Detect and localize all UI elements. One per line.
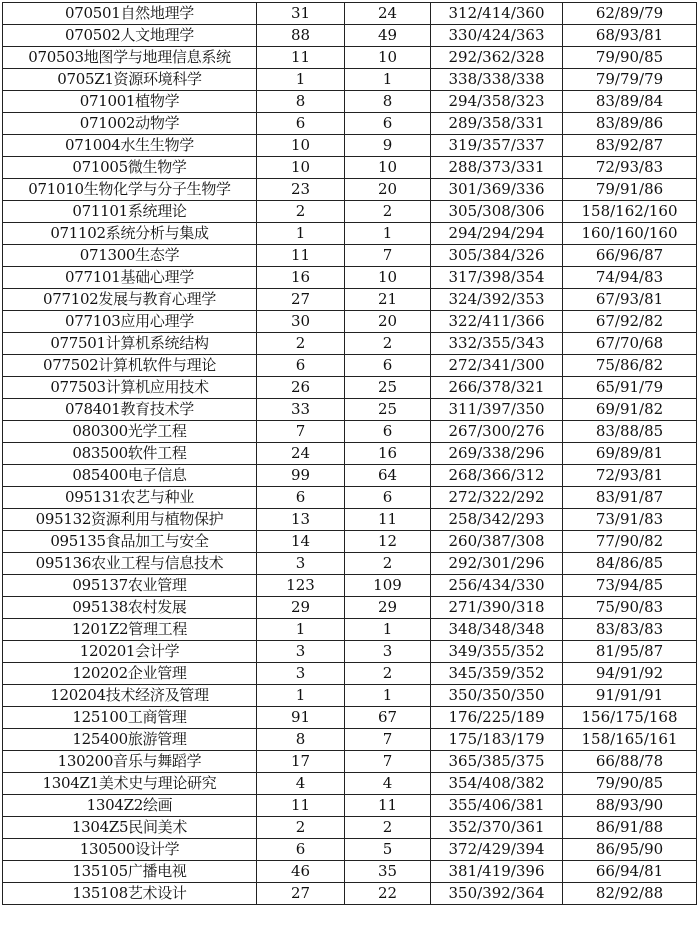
subject-score-cell: 72/93/81 xyxy=(563,465,697,487)
table-row xyxy=(3,289,697,311)
admitted-cell: 109 xyxy=(345,575,431,597)
admitted-cell: 20 xyxy=(345,311,431,333)
subject-score-cell: 86/91/88 xyxy=(563,817,697,839)
total-score-cell: 332/355/343 xyxy=(431,333,563,355)
applicants-cell: 10 xyxy=(257,157,345,179)
table-row xyxy=(3,883,697,905)
subject-score-cell: 79/90/85 xyxy=(563,47,697,69)
applicants-cell: 7 xyxy=(257,421,345,443)
major-cell: 070502人文地理学 xyxy=(3,25,257,47)
applicants-cell: 14 xyxy=(257,531,345,553)
admitted-cell: 6 xyxy=(345,113,431,135)
major-cell: 0705Z1资源环境科学 xyxy=(3,69,257,91)
major-cell: 071001植物学 xyxy=(3,91,257,113)
applicants-cell: 13 xyxy=(257,509,345,531)
admitted-cell: 1 xyxy=(345,223,431,245)
admitted-cell: 9 xyxy=(345,135,431,157)
subject-score-cell: 69/91/82 xyxy=(563,399,697,421)
admitted-cell: 1 xyxy=(345,619,431,641)
applicants-cell: 29 xyxy=(257,597,345,619)
table-row xyxy=(3,795,697,817)
total-score-cell: 289/358/331 xyxy=(431,113,563,135)
subject-score-cell: 82/92/88 xyxy=(563,883,697,905)
applicants-cell: 2 xyxy=(257,817,345,839)
admitted-cell: 2 xyxy=(345,817,431,839)
major-cell: 130200音乐与舞蹈学 xyxy=(3,751,257,773)
subject-score-cell: 75/86/82 xyxy=(563,355,697,377)
table-body xyxy=(3,3,697,905)
admitted-cell: 11 xyxy=(345,509,431,531)
major-cell: 077501计算机系统结构 xyxy=(3,333,257,355)
applicants-cell: 2 xyxy=(257,333,345,355)
major-cell: 095132资源利用与植物保护 xyxy=(3,509,257,531)
admitted-cell: 2 xyxy=(345,663,431,685)
major-cell: 135105广播电视 xyxy=(3,861,257,883)
major-cell: 135108艺术设计 xyxy=(3,883,257,905)
applicants-cell: 99 xyxy=(257,465,345,487)
applicants-cell: 3 xyxy=(257,641,345,663)
applicants-cell: 6 xyxy=(257,839,345,861)
major-cell: 077102发展与教育心理学 xyxy=(3,289,257,311)
subject-score-cell: 83/88/85 xyxy=(563,421,697,443)
major-cell: 070503地图学与地理信息系统 xyxy=(3,47,257,69)
table-row xyxy=(3,311,697,333)
subject-score-cell: 83/92/87 xyxy=(563,135,697,157)
table-row xyxy=(3,179,697,201)
major-cell: 1304Z5民间美术 xyxy=(3,817,257,839)
table-row xyxy=(3,47,697,69)
admitted-cell: 7 xyxy=(345,729,431,751)
admitted-cell: 2 xyxy=(345,553,431,575)
admitted-cell: 12 xyxy=(345,531,431,553)
major-cell: 071102系统分析与集成 xyxy=(3,223,257,245)
total-score-cell: 305/384/326 xyxy=(431,245,563,267)
total-score-cell: 271/390/318 xyxy=(431,597,563,619)
total-score-cell: 292/362/328 xyxy=(431,47,563,69)
table-row xyxy=(3,267,697,289)
total-score-cell: 175/183/179 xyxy=(431,729,563,751)
major-cell: 077502计算机软件与理论 xyxy=(3,355,257,377)
applicants-cell: 88 xyxy=(257,25,345,47)
major-cell: 078401教育技术学 xyxy=(3,399,257,421)
total-score-cell: 372/429/394 xyxy=(431,839,563,861)
major-cell: 095135食品加工与安全 xyxy=(3,531,257,553)
applicants-cell: 6 xyxy=(257,355,345,377)
table-row xyxy=(3,113,697,135)
admitted-cell: 5 xyxy=(345,839,431,861)
total-score-cell: 305/308/306 xyxy=(431,201,563,223)
applicants-cell: 24 xyxy=(257,443,345,465)
total-score-cell: 350/392/364 xyxy=(431,883,563,905)
table-row xyxy=(3,553,697,575)
applicants-cell: 10 xyxy=(257,135,345,157)
table-row xyxy=(3,135,697,157)
table-row xyxy=(3,597,697,619)
major-cell: 120204技术经济及管理 xyxy=(3,685,257,707)
applicants-cell: 1 xyxy=(257,69,345,91)
total-score-cell: 266/378/321 xyxy=(431,377,563,399)
applicants-cell: 1 xyxy=(257,619,345,641)
table-row xyxy=(3,377,697,399)
total-score-cell: 381/419/396 xyxy=(431,861,563,883)
table-row xyxy=(3,25,697,47)
admitted-cell: 11 xyxy=(345,795,431,817)
total-score-cell: 324/392/353 xyxy=(431,289,563,311)
table-row xyxy=(3,443,697,465)
major-cell: 125400旅游管理 xyxy=(3,729,257,751)
admitted-cell: 10 xyxy=(345,47,431,69)
admitted-cell: 2 xyxy=(345,333,431,355)
major-cell: 125100工商管理 xyxy=(3,707,257,729)
subject-score-cell: 160/160/160 xyxy=(563,223,697,245)
table-row xyxy=(3,641,697,663)
table-row xyxy=(3,201,697,223)
applicants-cell: 16 xyxy=(257,267,345,289)
applicants-cell: 8 xyxy=(257,91,345,113)
applicants-cell: 31 xyxy=(257,3,345,25)
table-row xyxy=(3,817,697,839)
major-cell: 120202企业管理 xyxy=(3,663,257,685)
subject-score-cell: 73/91/83 xyxy=(563,509,697,531)
subject-score-cell: 83/91/87 xyxy=(563,487,697,509)
total-score-cell: 350/350/350 xyxy=(431,685,563,707)
applicants-cell: 27 xyxy=(257,289,345,311)
applicants-cell: 1 xyxy=(257,223,345,245)
major-cell: 080300光学工程 xyxy=(3,421,257,443)
table-row xyxy=(3,157,697,179)
admitted-cell: 10 xyxy=(345,157,431,179)
subject-score-cell: 62/89/79 xyxy=(563,3,697,25)
subject-score-cell: 79/90/85 xyxy=(563,773,697,795)
admitted-cell: 21 xyxy=(345,289,431,311)
table-row xyxy=(3,839,697,861)
admitted-cell: 16 xyxy=(345,443,431,465)
applicants-cell: 30 xyxy=(257,311,345,333)
applicants-cell: 27 xyxy=(257,883,345,905)
table-row xyxy=(3,487,697,509)
major-cell: 071004水生生物学 xyxy=(3,135,257,157)
table-row xyxy=(3,465,697,487)
subject-score-cell: 94/91/92 xyxy=(563,663,697,685)
total-score-cell: 288/373/331 xyxy=(431,157,563,179)
subject-score-cell: 67/92/82 xyxy=(563,311,697,333)
table-row xyxy=(3,69,697,91)
subject-score-cell: 84/86/85 xyxy=(563,553,697,575)
total-score-cell: 272/341/300 xyxy=(431,355,563,377)
subject-score-cell: 66/88/78 xyxy=(563,751,697,773)
subject-score-cell: 156/175/168 xyxy=(563,707,697,729)
applicants-cell: 26 xyxy=(257,377,345,399)
table-row xyxy=(3,3,697,25)
applicants-cell: 2 xyxy=(257,201,345,223)
admitted-cell: 25 xyxy=(345,399,431,421)
major-cell: 071002动物学 xyxy=(3,113,257,135)
admitted-cell: 20 xyxy=(345,179,431,201)
applicants-cell: 1 xyxy=(257,685,345,707)
subject-score-cell: 88/93/90 xyxy=(563,795,697,817)
subject-score-cell: 91/91/91 xyxy=(563,685,697,707)
major-cell: 077503计算机应用技术 xyxy=(3,377,257,399)
subject-score-cell: 72/93/83 xyxy=(563,157,697,179)
total-score-cell: 354/408/382 xyxy=(431,773,563,795)
subject-score-cell: 68/93/81 xyxy=(563,25,697,47)
subject-score-cell: 73/94/85 xyxy=(563,575,697,597)
total-score-cell: 345/359/352 xyxy=(431,663,563,685)
table-row xyxy=(3,421,697,443)
applicants-cell: 6 xyxy=(257,113,345,135)
admitted-cell: 25 xyxy=(345,377,431,399)
total-score-cell: 319/357/337 xyxy=(431,135,563,157)
total-score-cell: 338/338/338 xyxy=(431,69,563,91)
major-cell: 083500软件工程 xyxy=(3,443,257,465)
subject-score-cell: 66/94/81 xyxy=(563,861,697,883)
total-score-cell: 294/358/323 xyxy=(431,91,563,113)
applicants-cell: 3 xyxy=(257,553,345,575)
total-score-cell: 349/355/352 xyxy=(431,641,563,663)
table-row xyxy=(3,245,697,267)
total-score-cell: 294/294/294 xyxy=(431,223,563,245)
applicants-cell: 46 xyxy=(257,861,345,883)
admitted-cell: 3 xyxy=(345,641,431,663)
major-cell: 095138农村发展 xyxy=(3,597,257,619)
admitted-cell: 1 xyxy=(345,69,431,91)
major-cell: 071300生态学 xyxy=(3,245,257,267)
admitted-cell: 6 xyxy=(345,421,431,443)
major-cell: 077103应用心理学 xyxy=(3,311,257,333)
applicants-cell: 11 xyxy=(257,47,345,69)
admitted-cell: 10 xyxy=(345,267,431,289)
total-score-cell: 260/387/308 xyxy=(431,531,563,553)
applicants-cell: 91 xyxy=(257,707,345,729)
major-cell: 120201会计学 xyxy=(3,641,257,663)
applicants-cell: 11 xyxy=(257,795,345,817)
total-score-cell: 292/301/296 xyxy=(431,553,563,575)
subject-score-cell: 67/93/81 xyxy=(563,289,697,311)
applicants-cell: 3 xyxy=(257,663,345,685)
applicants-cell: 33 xyxy=(257,399,345,421)
subject-score-cell: 158/162/160 xyxy=(563,201,697,223)
admitted-cell: 29 xyxy=(345,597,431,619)
admitted-cell: 6 xyxy=(345,355,431,377)
total-score-cell: 269/338/296 xyxy=(431,443,563,465)
total-score-cell: 317/398/354 xyxy=(431,267,563,289)
major-cell: 095136农业工程与信息技术 xyxy=(3,553,257,575)
total-score-cell: 352/370/361 xyxy=(431,817,563,839)
major-cell: 071010生物化学与分子生物学 xyxy=(3,179,257,201)
applicants-cell: 123 xyxy=(257,575,345,597)
table-row xyxy=(3,729,697,751)
total-score-cell: 268/366/312 xyxy=(431,465,563,487)
subject-score-cell: 86/95/90 xyxy=(563,839,697,861)
admitted-cell: 35 xyxy=(345,861,431,883)
subject-score-cell: 67/70/68 xyxy=(563,333,697,355)
admitted-cell: 8 xyxy=(345,91,431,113)
subject-score-cell: 81/95/87 xyxy=(563,641,697,663)
major-cell: 1304Z1美术史与理论研究 xyxy=(3,773,257,795)
major-cell: 1201Z2管理工程 xyxy=(3,619,257,641)
admitted-cell: 67 xyxy=(345,707,431,729)
major-cell: 071101系统理论 xyxy=(3,201,257,223)
applicants-cell: 4 xyxy=(257,773,345,795)
table-row xyxy=(3,619,697,641)
total-score-cell: 322/411/366 xyxy=(431,311,563,333)
subject-score-cell: 83/83/83 xyxy=(563,619,697,641)
table-row xyxy=(3,509,697,531)
total-score-cell: 176/225/189 xyxy=(431,707,563,729)
admitted-cell: 64 xyxy=(345,465,431,487)
table-row xyxy=(3,861,697,883)
applicants-cell: 11 xyxy=(257,245,345,267)
total-score-cell: 301/369/336 xyxy=(431,179,563,201)
admitted-cell: 4 xyxy=(345,773,431,795)
admitted-cell: 1 xyxy=(345,685,431,707)
total-score-cell: 258/342/293 xyxy=(431,509,563,531)
subject-score-cell: 158/165/161 xyxy=(563,729,697,751)
subject-score-cell: 66/96/87 xyxy=(563,245,697,267)
total-score-cell: 330/424/363 xyxy=(431,25,563,47)
table-row xyxy=(3,773,697,795)
total-score-cell: 365/385/375 xyxy=(431,751,563,773)
table-row xyxy=(3,531,697,553)
total-score-cell: 272/322/292 xyxy=(431,487,563,509)
subject-score-cell: 83/89/86 xyxy=(563,113,697,135)
admission-statistics-table xyxy=(2,2,697,905)
total-score-cell: 311/397/350 xyxy=(431,399,563,421)
applicants-cell: 6 xyxy=(257,487,345,509)
major-cell: 095137农业管理 xyxy=(3,575,257,597)
table-row xyxy=(3,355,697,377)
admitted-cell: 7 xyxy=(345,751,431,773)
admitted-cell: 22 xyxy=(345,883,431,905)
major-cell: 095131农艺与种业 xyxy=(3,487,257,509)
total-score-cell: 256/434/330 xyxy=(431,575,563,597)
table-row xyxy=(3,223,697,245)
subject-score-cell: 83/89/84 xyxy=(563,91,697,113)
table-row xyxy=(3,751,697,773)
table-row xyxy=(3,663,697,685)
table-row xyxy=(3,575,697,597)
table-row xyxy=(3,685,697,707)
admitted-cell: 49 xyxy=(345,25,431,47)
admitted-cell: 6 xyxy=(345,487,431,509)
total-score-cell: 267/300/276 xyxy=(431,421,563,443)
total-score-cell: 312/414/360 xyxy=(431,3,563,25)
major-cell: 077101基础心理学 xyxy=(3,267,257,289)
major-cell: 1304Z2绘画 xyxy=(3,795,257,817)
subject-score-cell: 77/90/82 xyxy=(563,531,697,553)
admitted-cell: 24 xyxy=(345,3,431,25)
total-score-cell: 348/348/348 xyxy=(431,619,563,641)
major-cell: 130500设计学 xyxy=(3,839,257,861)
total-score-cell: 355/406/381 xyxy=(431,795,563,817)
major-cell: 085400电子信息 xyxy=(3,465,257,487)
applicants-cell: 23 xyxy=(257,179,345,201)
applicants-cell: 17 xyxy=(257,751,345,773)
table-row xyxy=(3,333,697,355)
subject-score-cell: 79/91/86 xyxy=(563,179,697,201)
admitted-cell: 2 xyxy=(345,201,431,223)
table-row xyxy=(3,91,697,113)
admitted-cell: 7 xyxy=(345,245,431,267)
subject-score-cell: 65/91/79 xyxy=(563,377,697,399)
subject-score-cell: 74/94/83 xyxy=(563,267,697,289)
table-row xyxy=(3,399,697,421)
applicants-cell: 8 xyxy=(257,729,345,751)
subject-score-cell: 75/90/83 xyxy=(563,597,697,619)
subject-score-cell: 79/79/79 xyxy=(563,69,697,91)
subject-score-cell: 69/89/81 xyxy=(563,443,697,465)
table-row xyxy=(3,707,697,729)
major-cell: 071005微生物学 xyxy=(3,157,257,179)
major-cell: 070501自然地理学 xyxy=(3,3,257,25)
